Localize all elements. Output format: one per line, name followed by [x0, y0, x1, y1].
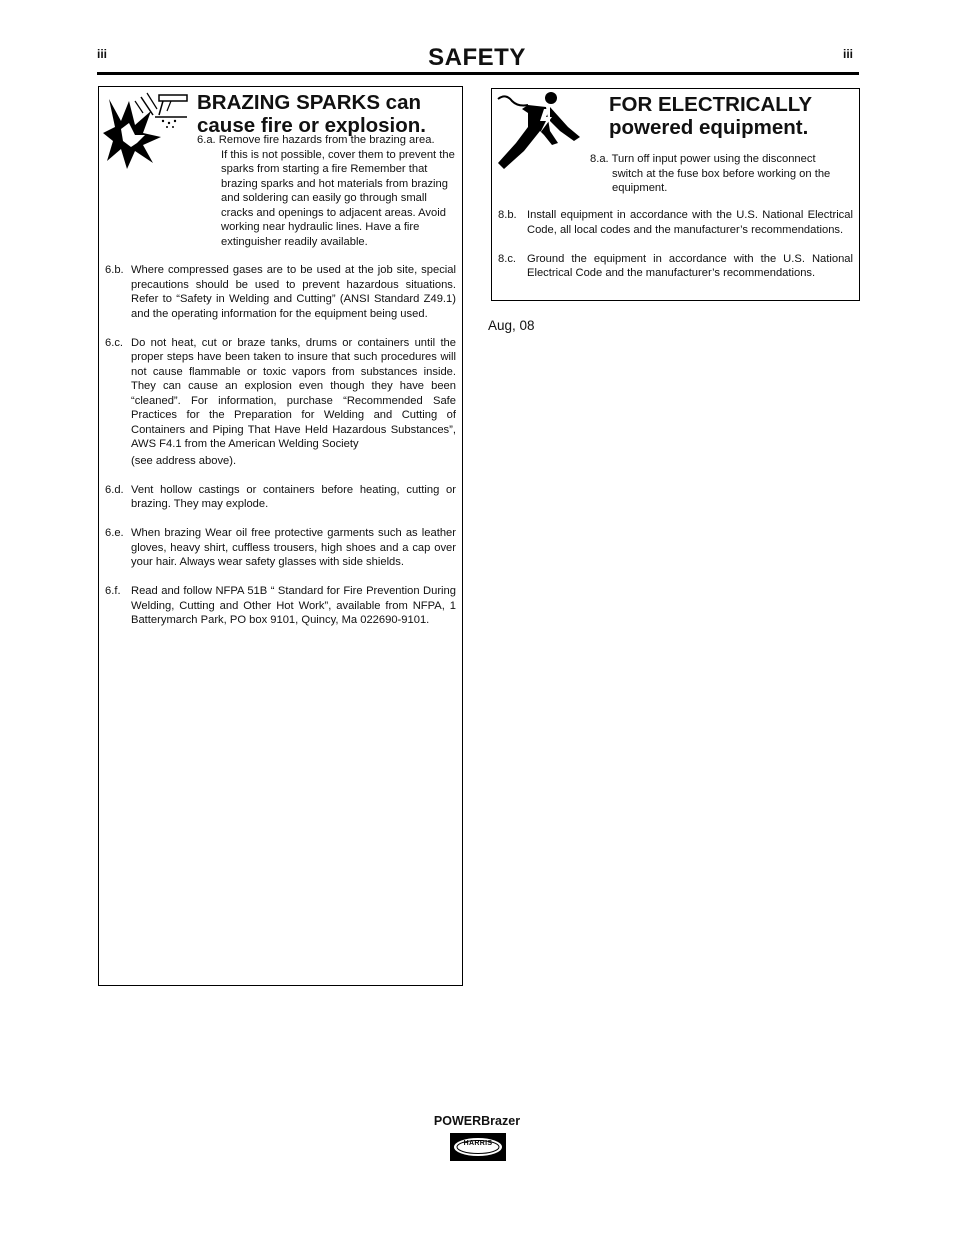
brazing-safety-list [105, 263, 456, 642]
item-extra-text: (see address above). [131, 454, 237, 467]
header-rule [97, 72, 859, 75]
item-number: 6.c. [105, 336, 124, 349]
list-item [105, 483, 456, 512]
item-text: Ground the equipment in accordance with the U.S. National Electrical Code and the manufacturer’s recommendations. [527, 252, 853, 279]
item-8a-text: switch at the fuse box before working on the equipment. [612, 167, 831, 194]
electrical-safety-list [498, 208, 853, 295]
item-text: Vent hollow castings or containers before heating, cutting or brazing. They may explode. [131, 483, 456, 510]
brazing-sparks-panel [98, 86, 463, 986]
revision-date: Aug, 08 [488, 318, 535, 333]
item-text: Do not heat, cut or braze tanks, drums or containers until the proper steps have been taken to insure that such procedures will not cause flammable or toxic vapors from substances inside. They can cause an explosion even though they have been “cleaned”. For information, purchase “Recommended Safe Practices for the Preparation for Welding and Cutting of Containers and Piping That Have Held Hazardous Substances”, AWS F4.1 from the American Welding Society [131, 336, 456, 450]
list-item [105, 263, 456, 321]
item-6a [197, 133, 459, 249]
page-number-left: iii [97, 47, 108, 61]
page-title: SAFETY [428, 44, 526, 71]
item-8a-first-line: Turn off input power using the disconnect [611, 153, 816, 165]
brazing-sparks-heading: BRAZING SPARKS can cause fire or explosion. [197, 91, 426, 137]
electrical-equipment-panel [491, 88, 860, 301]
list-item [105, 584, 456, 628]
electrical-heading: FOR ELECTRICALLY powered equipment. [609, 93, 812, 139]
brazing-sparks-explosion-icon [101, 89, 193, 171]
item-body [131, 336, 456, 469]
item-text: Read and follow NFPA 51B “ Standard for Fire Prevention During Welding, Cutting and Other Hot Work”, available from NFPA, 1 Batterymarch Park, PO box 9101, Quincy, Ma 022690-9101. [131, 585, 456, 626]
list-item [105, 526, 456, 570]
item-number: 6.f. [105, 585, 121, 597]
item-number: 6.e. [105, 527, 124, 539]
item-6a-number: 6.a. [197, 134, 216, 146]
item-8a [590, 152, 852, 196]
list-item [498, 252, 853, 281]
item-number: 6.d. [105, 483, 124, 496]
list-item [105, 336, 456, 469]
page-number-right: iii [843, 47, 854, 61]
harris-logo-icon [450, 1133, 506, 1161]
electric-shock-icon [494, 91, 586, 175]
item-number: 8.b. [498, 209, 517, 221]
harris-logo-text: HARRIS [463, 1140, 493, 1147]
item-text: Install equipment in accordance with the U.S. National Electrical Code, all local codes and the manufacturer’s recommendations. [527, 209, 853, 236]
item-text: Where compressed gases are to be used at the job site, special precautions should be used to prevent hazardous situations. Refer to “Safety in Welding and Cutting” (ANSI Standard Z49.1) and the operating information for the equipment being used. [131, 264, 456, 320]
item-6a-text: If this is not possible, cover them to prevent the sparks from starting a fire Remember that brazing sparks and hot materials from brazing and soldering can easily go through small cracks and openings to adjacent areas. Avoid working near hydraulic lines. Have a fire extinguisher readily available. [221, 148, 455, 248]
item-8a-number: 8.a. [590, 153, 609, 165]
list-item [498, 208, 853, 237]
product-name: POWERBrazer [433, 1114, 521, 1128]
item-text: When brazing Wear oil free protective garments such as leather gloves, heavy shirt, cuffless trousers, high shoes and a cap over your hair. Always wear safety glasses with side shields. [131, 527, 456, 568]
item-number: 6.b. [105, 264, 124, 276]
item-6a-first-line: Remove fire hazards from the brazing area. [218, 134, 435, 146]
item-number: 8.c. [498, 252, 517, 265]
